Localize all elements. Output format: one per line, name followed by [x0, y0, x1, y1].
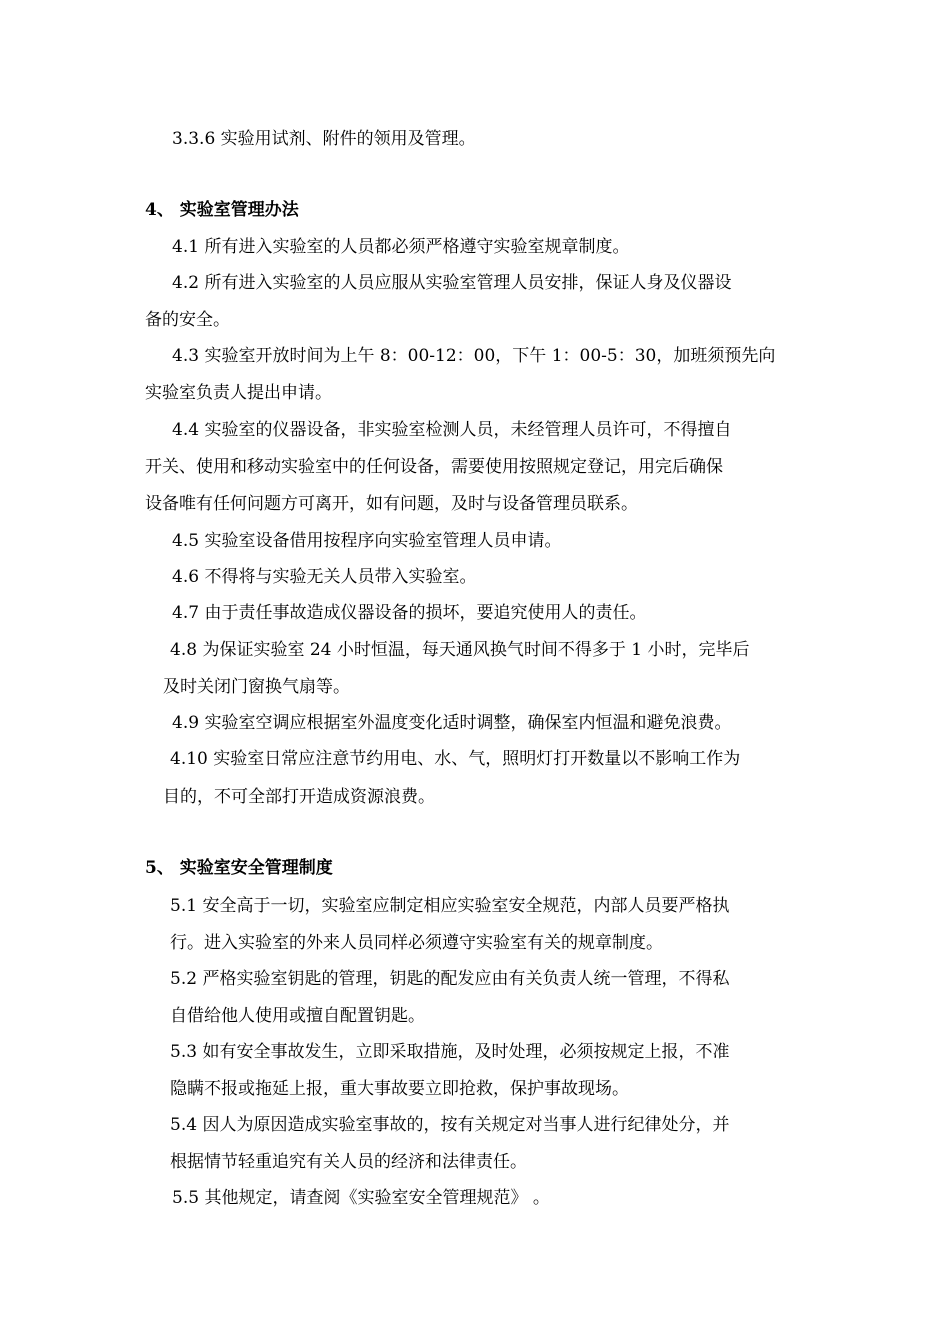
- item-4-4-line-1: 4.4 实验室的仪器设备，非实验室检测人员，未经管理人员许可，不得擅自: [172, 420, 732, 440]
- item-5-2-line-2: 自借给他人使用或擅自配置钥匙。: [170, 1006, 425, 1026]
- item-4-10-line-1: 4.10 实验室日常应注意节约用电、水、气，照明灯打开数量以不影响工作为: [170, 749, 741, 769]
- item-4-1-line-1: 4.1 所有进入实验室的人员都必须严格遵守实验室规章制度。: [172, 237, 630, 257]
- item-4-2-line-1: 4.2 所有进入实验室的人员应服从实验室管理人员安排，保证人身及仪器设: [172, 273, 732, 293]
- item-5-3-line-2: 隐瞒不报或拖延上报，重大事故要立即抢救，保护事故现场。: [170, 1079, 629, 1099]
- item-4-4-line-3: 设备唯有任何问题方可离开，如有问题，及时与设备管理员联系。: [145, 494, 638, 514]
- item-4-10-line-2: 目的，不可全部打开造成资源浪费。: [163, 787, 435, 807]
- item-5-1-line-1: 5.1 安全高于一切，实验室应制定相应实验室安全规范，内部人员要严格执: [170, 896, 730, 916]
- item-4-3-line-1: 4.3 实验室开放时间为上午 8：00-12：00，下午 1：00-5：30，加班须预先向: [172, 346, 776, 366]
- item-4-8-line-1: 4.8 为保证实验室 24 小时恒温，每天通风换气时间不得多于 1 小时，完毕后: [170, 640, 750, 660]
- item-4-4-line-2: 开关、使用和移动实验室中的任何设备，需要使用按照规定登记，用完后确保: [145, 457, 723, 477]
- item-5-4-line-1: 5.4 因人为原因造成实验室事故的，按有关规定对当事人进行纪律处分，并: [170, 1115, 730, 1135]
- item-4-8-line-2: 及时关闭门窗换气扇等。: [163, 677, 350, 697]
- item-4-3-line-2: 实验室负责人提出申请。: [145, 383, 332, 403]
- item-4-5-line-1: 4.5 实验室设备借用按程序向实验室管理人员申请。: [172, 531, 562, 551]
- section-5-heading: 5、 实验室安全管理制度: [145, 858, 333, 878]
- item-4-2-line-2: 备的安全。: [145, 310, 230, 330]
- item-4-9-line-1: 4.9 实验室空调应根据室外温度变化适时调整，确保室内恒温和避免浪费。: [172, 713, 732, 733]
- item-5-3-line-1: 5.3 如有安全事故发生，立即采取措施，及时处理，必须按规定上报，不准: [170, 1042, 730, 1062]
- item-5-5-line-1: 5.5 其他规定，请查阅《实验室安全管理规范》 。: [172, 1188, 550, 1208]
- item-4-7-line-1: 4.7 由于责任事故造成仪器设备的损坏，要追究使用人的责任。: [172, 603, 647, 623]
- item-5-1-line-2: 行。进入实验室的外来人员同样必须遵守实验室有关的规章制度。: [170, 933, 663, 953]
- item-4-6-line-1: 4.6 不得将与实验无关人员带入实验室。: [172, 567, 477, 587]
- item-3-3-6: 3.3.6 实验用试剂、附件的领用及管理。: [172, 129, 476, 149]
- item-5-2-line-1: 5.2 严格实验室钥匙的管理，钥匙的配发应由有关负责人统一管理，不得私: [170, 969, 730, 989]
- item-5-4-line-2: 根据情节轻重追究有关人员的经济和法律责任。: [170, 1152, 527, 1172]
- section-4-heading: 4、 实验室管理办法: [145, 200, 299, 220]
